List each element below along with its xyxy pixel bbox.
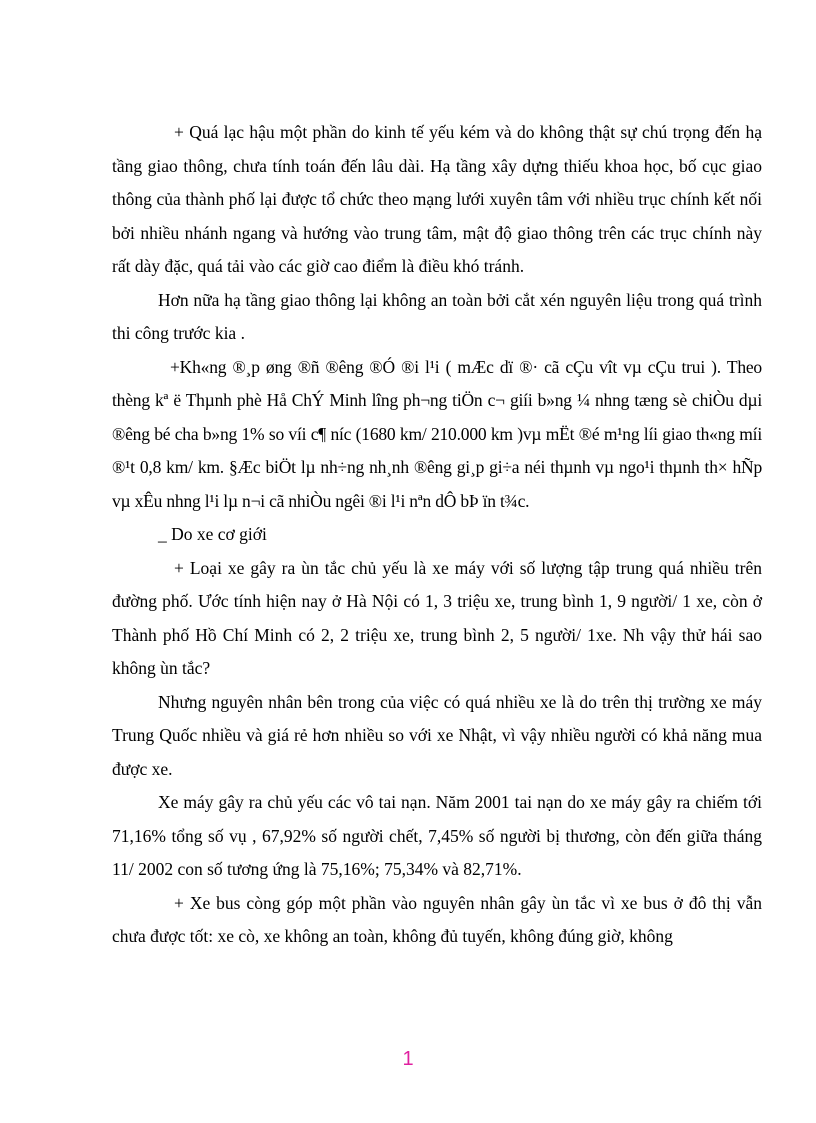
- paragraph-motorbikes: + Loại xe gây ra ùn tắc chủ yếu là xe máy với số lượng tập trung quá nhiều trên đường phố. Ước tính hiện nay ở Hà Nội có 1, 3 triệu xe, trung bình 1, 9 người/ 1 xe, còn ở Thành phố Hồ Chí Minh có 2, 2 triệu xe, trung bình 2, 5 người/ 1xe. Nh vậy thử hái sao không ùn tắc?: [112, 557, 762, 678]
- document-body: [112, 116, 762, 954]
- page-number: 1: [402, 1048, 414, 1070]
- paragraph-infrastructure-backward: + Quá lạc hậu một phần do kinh tế yếu kém và do không thật sự chú trọng đến hạ tầng giao thông, chưa tính toán đến lâu dài. Hạ tầng xây dựng thiếu khoa học, bố cục giao thông của thành phố lại được tổ chức theo mạng lưới xuyên tâm với nhiều trục chính kết nối bởi nhiều nhánh ngang và hướng vào trung tâm, mật độ giao thông trên các trục chính này rất dày đặc, quá tải vào các giờ cao điểm là điều khó tránh.: [112, 122, 762, 276]
- paragraph-infrastructure-unsafe: Hơn nữa hạ tầng giao thông lại không an toàn bởi cắt xén nguyên liệu trong quá trình thi công trước kia .: [112, 289, 762, 343]
- paragraph-buses: + Xe bus còng góp một phần vào nguyên nhân gây ùn tắc vì xe bus ở đô thị vẫn chưa được tốt: xe cò, xe không an toàn, không đủ tuyến, không đúng giờ, không: [112, 892, 762, 946]
- paragraph-chinese-motorbikes: Nhưng nguyên nhân bên trong của việc có quá nhiều xe là do trên thị trường xe máy Trung Quốc nhiều và giá rẻ hơn nhiều so với xe Nhật, vì vậy nhiều người có khả năng mua được xe.: [112, 691, 762, 779]
- paragraph-heading-vehicles: _ Do xe cơ giới: [158, 524, 267, 544]
- paragraph-accidents: Xe máy gây ra chủ yếu các vô tai nạn. Năm 2001 tai nạn do xe máy gây ra chiếm tới 71,16% tổng số vụ , 67,92% số người chết, 7,45% số người bị thương, còn đến giữa tháng 11/ 2002 con số tương ứng là 75,16%; 75,34% và 82,71%.: [112, 792, 762, 879]
- paragraph-road-capacity: +Kh«ng ®¸p øng ®ñ ®êng ®Ó ®i l¹i ( mÆc dï ®· cã cÇu vît vµ cÇu trui ). Theo thèng kª ë Thµnh phè Hå ChÝ Minh lîng ph¬ng tiÖn c¬ giíi b»ng ¼ nhng tæng sè chiÒu dµi ®êng bé cha b»ng 1% so víi c¶ níc (1680 km/ 210.000 km )vµ mËt ®é m¹ng líi giao th«ng míi ®¹t 0,8 km/ km. §Æc biÖt lµ nh÷ng nh¸nh ®êng gi¸p gi÷a néi thµnh vµ ngo¹i thµnh th× hÑp vµ xÊu nhng l¹i lµ n¬i cã nhiÒu ngêi ®i l¹i nªn dÔ bÞ ïn t¾c.: [112, 356, 762, 511]
